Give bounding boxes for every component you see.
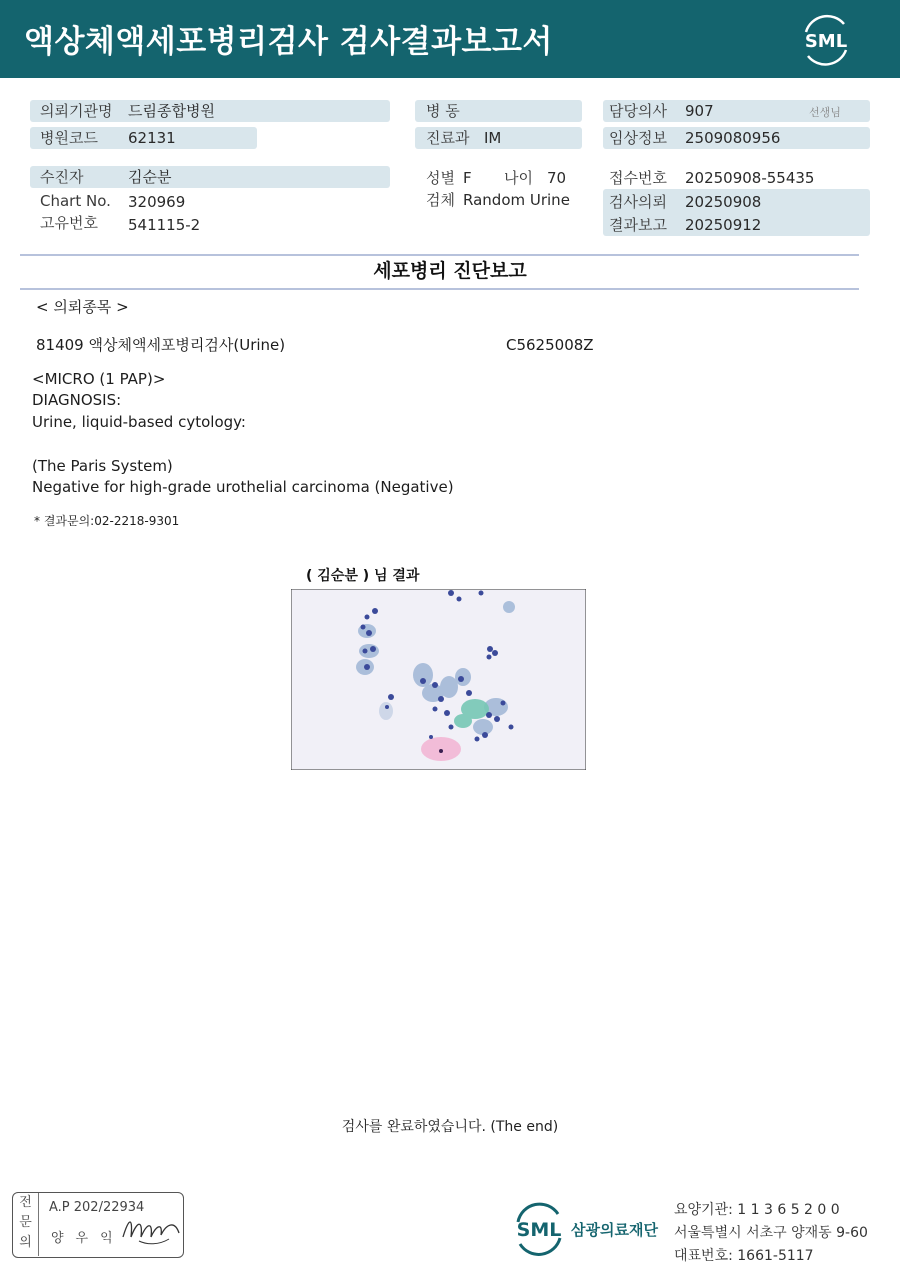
diagnosis-label: DIAGNOSIS: <box>32 391 122 409</box>
patient-bar <box>30 166 390 188</box>
signature-icon <box>119 1207 185 1249</box>
age-label: 나이 <box>504 169 533 187</box>
stamp-side-char: 의 <box>19 1235 32 1250</box>
dept-label: 진료과 <box>426 129 470 147</box>
footer-sml-logo <box>510 1200 568 1256</box>
order-header: < 의뢰종목 > <box>36 298 129 316</box>
sml-logo-text: SML <box>804 31 848 52</box>
footer-org-name: 삼광의료재단 <box>571 1221 658 1239</box>
clinical-value: 2509080956 <box>685 129 781 147</box>
pathologist-stamp <box>12 1192 184 1258</box>
report-header <box>0 0 900 78</box>
patient-label: 수진자 <box>40 168 84 186</box>
chart-label: Chart No. <box>40 192 111 210</box>
stamp-side-char: 전 <box>19 1195 32 1210</box>
specimen-value: Random Urine <box>463 191 570 209</box>
hospital-code-label: 병원코드 <box>40 129 98 147</box>
institution-label: 의뢰기관명 <box>40 102 113 120</box>
age-value: 70 <box>547 169 567 187</box>
diagnosis-line: Urine, liquid-based cytology: <box>32 413 246 431</box>
sex-value: F <box>463 169 472 187</box>
ward-label: 병 동 <box>426 102 460 120</box>
sml-logo <box>798 12 854 68</box>
stamp-side-char: 문 <box>19 1215 32 1230</box>
inquiry-note: * 결과문의:02-2218-9301 <box>34 514 180 528</box>
hospital-code-value: 62131 <box>128 129 176 147</box>
unique-label: 고유번호 <box>40 214 98 232</box>
unique-value: 541115-2 <box>128 216 201 234</box>
clinical-label: 임상정보 <box>609 129 667 147</box>
footer-logo-text: SML <box>516 1219 562 1241</box>
stamp-name: 양우익 <box>51 1231 125 1246</box>
image-caption: ( 김순분 ) 님 결과 <box>306 568 420 584</box>
order-item: 81409 액상체액세포병리검사(Urine) <box>36 336 286 354</box>
order-code: C5625008Z <box>506 336 594 354</box>
section-title: 세포병리 진단보고 <box>373 260 527 282</box>
footer-phone: 대표번호: 1661-5117 <box>674 1248 814 1264</box>
patient-value: 김순분 <box>128 168 172 186</box>
request-value: 20250908 <box>685 193 762 211</box>
institution-value: 드림종합병원 <box>128 102 215 120</box>
dept-value: IM <box>484 129 502 147</box>
sex-label: 성별 <box>426 169 455 187</box>
stamp-side <box>13 1193 39 1256</box>
report-date-label: 결과보고 <box>609 216 667 234</box>
paris-system: (The Paris System) <box>32 457 173 475</box>
stamp-code: A.P 202/22934 <box>49 1200 145 1215</box>
request-label: 검사의뢰 <box>609 193 667 211</box>
end-text: 검사를 완료하였습니다. (The end) <box>341 1119 559 1135</box>
footer-institution-no: 요양기관: 1 1 3 6 5 2 0 0 <box>674 1202 840 1218</box>
specimen-label: 검체 <box>426 191 455 209</box>
cytology-image <box>291 589 586 770</box>
report-title: 액상체액세포병리검사 검사결과보고서 <box>24 24 553 60</box>
doctor-suffix: 선생님 <box>809 106 841 119</box>
footer-address: 서울특별시 서초구 양재동 9-60 <box>674 1225 868 1241</box>
chart-value: 320969 <box>128 193 186 211</box>
section-rule-bottom <box>20 288 859 290</box>
receipt-label: 접수번호 <box>609 169 667 187</box>
receipt-value: 20250908-55435 <box>685 169 815 187</box>
micro-header: <MICRO (1 PAP)> <box>32 370 166 388</box>
doctor-label: 담당의사 <box>609 102 667 120</box>
diagnosis-result: Negative for high-grade urothelial carcinoma (Negative) <box>32 478 454 496</box>
report-date-value: 20250912 <box>685 216 762 234</box>
doctor-value: 907 <box>685 102 714 120</box>
